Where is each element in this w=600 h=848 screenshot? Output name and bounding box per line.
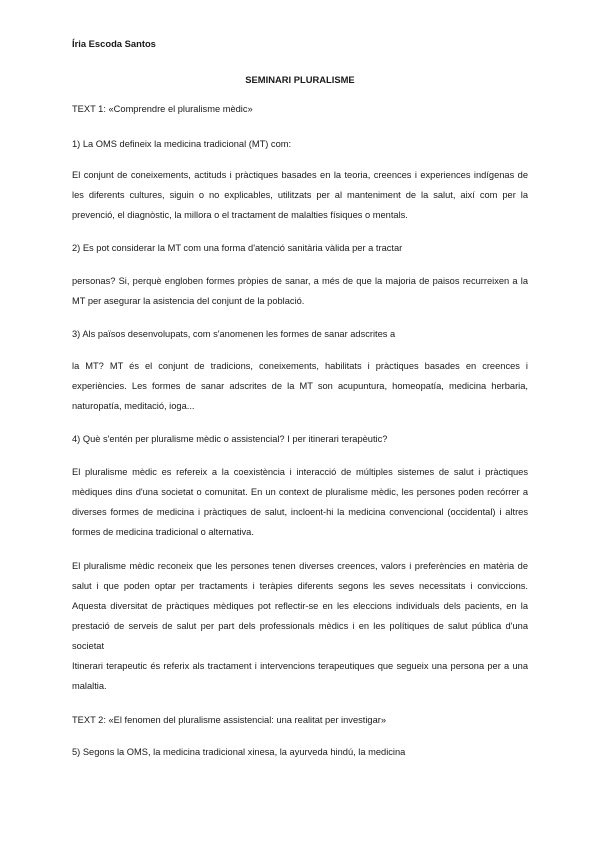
- author-name: Íria Escoda Santos: [72, 38, 156, 49]
- question-2: 2) Es pot considerar la MT com una forma d'atenció sanitària vàlida per a tractar: [72, 243, 403, 253]
- text1-heading: TEXT 1: «Comprendre el pluralisme mèdic»: [72, 104, 253, 114]
- text2-heading: TEXT 2: «El fenomen del pluralisme assistencial: una realitat per investigar»: [72, 715, 387, 725]
- answer-4: El pluralisme mèdic es refereix a la coexistència i interacció de múltiples sistemes de salut i pràctiques mèdiques dins d'una societat o comunitat. En un context de pluralisme mèdic, les persones poden recórrer a diverses formes de medicina i pràctiques de salut, incloent-hi la medicina convencional (occidental) i altres formes de medicina tradicional o alternativa.: [72, 467, 528, 537]
- answer-1: El conjunt de coneixements, actituds i pràctiques basades en la teoria, creences i experiences indígenas de les diferents cultures, siguin o no explicables, utilitzats per al manteniment de la salut, així com per la prevenció, el diagnòstic, la millora o el tractament de malalties físiques o mentals.: [72, 170, 528, 220]
- answer-4-paragraph-2: El pluralisme mèdic reconeix que les persones tenen diverses creences, valors i preferències en matèria de salut i que poden optar per tractaments i teràpies diferents segons les seves necessitats i conviccions. Aquesta diversitat de pràctiques mèdiques pot reflectir-se en les eleccions individuals dels pacients, en la prestació de serveis de salut per part dels professionals mèdics i en les polítiques de salut pública d'una societat: [72, 561, 528, 651]
- question-4: 4) Què s'entén per pluralisme mèdic o assistencial? I per itinerari terapèutic?: [72, 434, 388, 444]
- answer-3: la MT? MT és el conjunt de tradicions, coneixements, habilitats i pràctiques basades en creences i experiències. Les formes de sanar adscrites de la MT son acupuntura, homeopatía, medicina herbaria, naturopatía, meditació, ioga...: [72, 361, 528, 411]
- document-title: SEMINARI PLURALISME: [245, 74, 355, 85]
- answer-2: personas? Si, perquè engloben formes pròpies de sanar, a més de que la majoria de paisos recurreixen a la MT per asegurar la asistencia del conjunt de la població.: [72, 276, 528, 306]
- answer-4-itinerary: Itinerari terapeutic és referix als tractament i intervencions terapeutiques que segueix una persona per a una malaltia.: [72, 661, 528, 691]
- question-1: 1) La OMS defineix la medicina tradicional (MT) com:: [72, 139, 292, 149]
- question-3: 3) Als països desenvolupats, com s'anomenen les formes de sanar adscrites a: [72, 329, 396, 339]
- question-5: 5) Segons la OMS, la medicina tradicional xinesa, la ayurveda hindú, la medicina: [72, 747, 406, 757]
